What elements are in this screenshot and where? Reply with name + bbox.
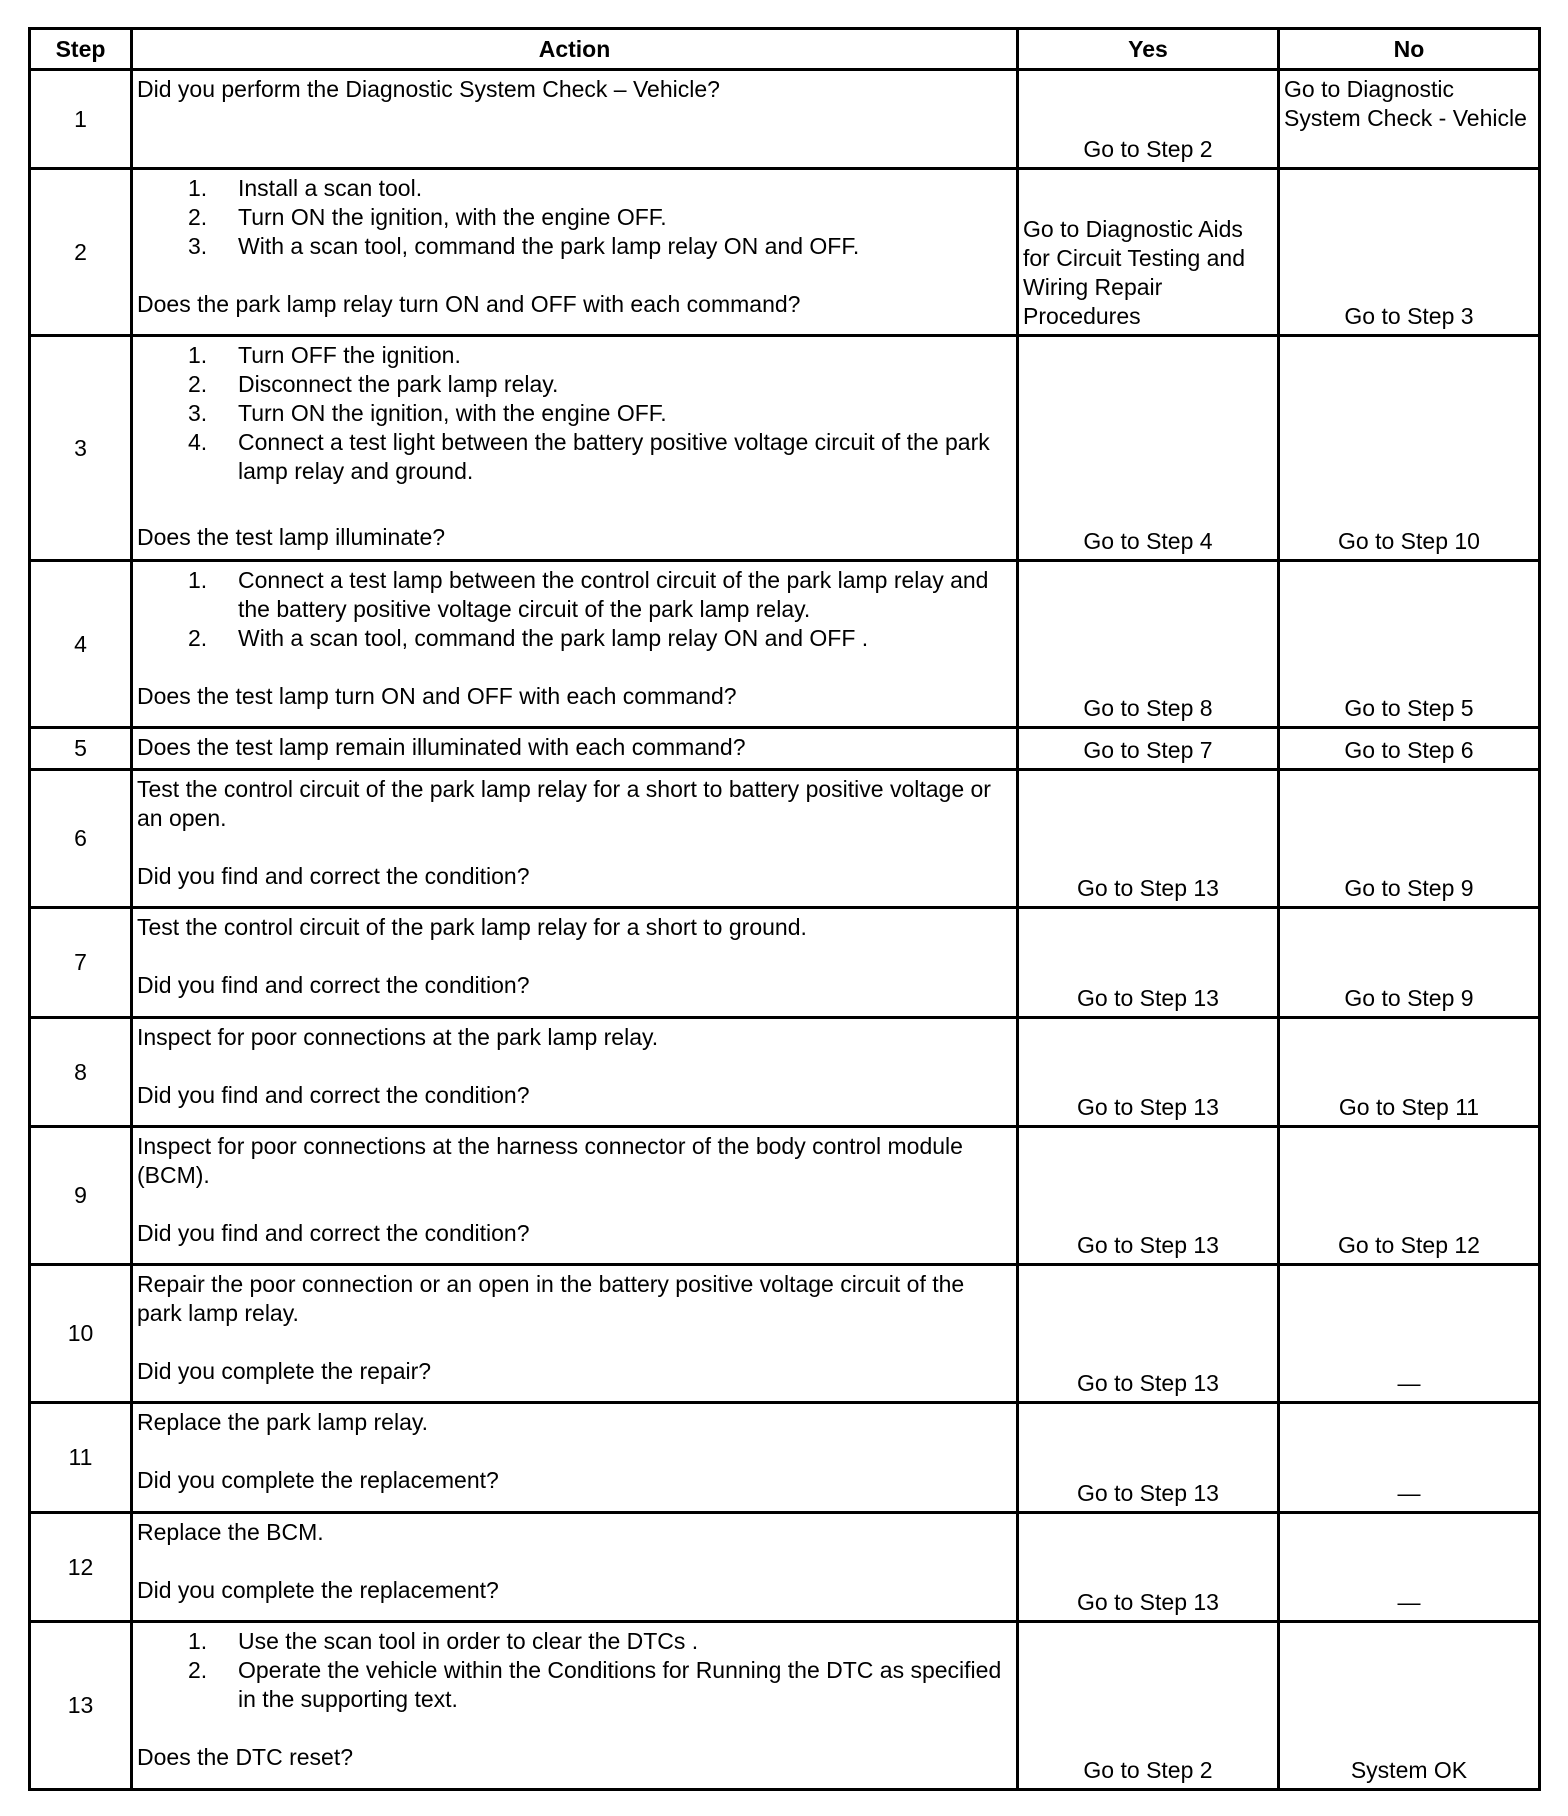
header-no: No bbox=[1279, 29, 1540, 70]
action-text: Inspect for poor connections at the park lamp relay. bbox=[137, 1024, 659, 1050]
diagnostic-table bbox=[28, 27, 1541, 1791]
action-cell bbox=[132, 908, 1018, 1018]
table-row bbox=[30, 1018, 1540, 1127]
step-number: 10 bbox=[30, 1265, 132, 1403]
yes-cell: Go to Diagnostic Aids for Circuit Testing and Wiring Repair Procedures bbox=[1018, 169, 1279, 336]
action-question: Does the DTC reset? bbox=[137, 1744, 354, 1770]
yes-cell: Go to Step 13 bbox=[1018, 1265, 1279, 1403]
list-item: 1. Install a scan tool. bbox=[188, 175, 423, 201]
step-list bbox=[137, 566, 1012, 653]
action-cell bbox=[132, 770, 1018, 908]
list-item: 1. Turn OFF the ignition. bbox=[188, 342, 461, 368]
action-cell bbox=[132, 1403, 1018, 1513]
table-row bbox=[30, 770, 1540, 908]
action-text: Does the test lamp remain illuminated with each command? bbox=[137, 734, 746, 760]
yes-cell: Go to Step 7 bbox=[1018, 728, 1279, 770]
step-number: 13 bbox=[30, 1622, 132, 1790]
step-list bbox=[137, 174, 1012, 261]
action-cell bbox=[132, 336, 1018, 561]
table-row bbox=[30, 336, 1540, 561]
no-cell: Go to Step 12 bbox=[1279, 1127, 1540, 1265]
action-cell bbox=[132, 1018, 1018, 1127]
list-item: 2. With a scan tool, command the park lamp relay ON and OFF . bbox=[188, 625, 869, 651]
table-row bbox=[30, 1265, 1540, 1403]
yes-cell: Go to Step 13 bbox=[1018, 1127, 1279, 1265]
action-text: Replace the park lamp relay. bbox=[137, 1409, 429, 1435]
list-item: 2. Turn ON the ignition, with the engine OFF. bbox=[188, 204, 667, 230]
no-cell: — bbox=[1279, 1513, 1540, 1622]
table-row bbox=[30, 908, 1540, 1018]
list-item: 1. Connect a test lamp between the control circuit of the park lamp relay and the battery positive voltage circuit of the park lamp relay. bbox=[188, 567, 989, 622]
action-cell bbox=[132, 1127, 1018, 1265]
action-text: Inspect for poor connections at the harness connector of the body control module (BCM). bbox=[137, 1133, 963, 1188]
step-number: 6 bbox=[30, 770, 132, 908]
table-row bbox=[30, 70, 1540, 169]
table-row bbox=[30, 561, 1540, 728]
table-row bbox=[30, 1513, 1540, 1622]
header-action: Action bbox=[132, 29, 1018, 70]
action-text: Repair the poor connection or an open in the battery positive voltage circuit of the park lamp relay. bbox=[137, 1271, 965, 1326]
table-row bbox=[30, 1622, 1540, 1790]
yes-cell: Go to Step 13 bbox=[1018, 908, 1279, 1018]
yes-cell: Go to Step 13 bbox=[1018, 770, 1279, 908]
table-row bbox=[30, 1403, 1540, 1513]
action-cell bbox=[132, 169, 1018, 336]
table-row bbox=[30, 169, 1540, 336]
yes-cell: Go to Step 2 bbox=[1018, 1622, 1279, 1790]
action-text: Replace the BCM. bbox=[137, 1519, 324, 1545]
action-cell bbox=[132, 1513, 1018, 1622]
no-cell: Go to Step 3 bbox=[1279, 169, 1540, 336]
action-cell bbox=[132, 1265, 1018, 1403]
step-number: 5 bbox=[30, 728, 132, 770]
step-number: 1 bbox=[30, 70, 132, 169]
action-question: Did you complete the replacement? bbox=[137, 1577, 499, 1603]
action-question: Did you find and correct the condition? bbox=[137, 972, 530, 998]
yes-cell: Go to Step 8 bbox=[1018, 561, 1279, 728]
header-yes: Yes bbox=[1018, 29, 1279, 70]
step-number: 4 bbox=[30, 561, 132, 728]
no-cell: Go to Step 6 bbox=[1279, 728, 1540, 770]
action-question: Did you find and correct the condition? bbox=[137, 1082, 530, 1108]
list-item: 2. Operate the vehicle within the Conditions for Running the DTC as specified in the supporting text. bbox=[188, 1657, 1002, 1712]
header-row bbox=[30, 29, 1540, 70]
action-text: Test the control circuit of the park lamp relay for a short to ground. bbox=[137, 914, 807, 940]
action-question: Did you find and correct the condition? bbox=[137, 1220, 530, 1246]
step-number: 2 bbox=[30, 169, 132, 336]
action-cell bbox=[132, 70, 1018, 169]
action-cell bbox=[132, 1622, 1018, 1790]
step-number: 11 bbox=[30, 1403, 132, 1513]
yes-cell: Go to Step 13 bbox=[1018, 1403, 1279, 1513]
no-cell: Go to Step 11 bbox=[1279, 1018, 1540, 1127]
list-item: 3. Turn ON the ignition, with the engine OFF. bbox=[188, 400, 667, 426]
no-cell: System OK bbox=[1279, 1622, 1540, 1790]
step-number: 3 bbox=[30, 336, 132, 561]
action-question: Did you complete the repair? bbox=[137, 1358, 432, 1384]
step-number: 7 bbox=[30, 908, 132, 1018]
step-number: 8 bbox=[30, 1018, 132, 1127]
action-question: Did you complete the replacement? bbox=[137, 1467, 499, 1493]
action-text: Test the control circuit of the park lamp relay for a short to battery positive voltage or an open. bbox=[137, 776, 991, 831]
action-question: Does the park lamp relay turn ON and OFF with each command? bbox=[137, 291, 801, 317]
no-cell: Go to Step 9 bbox=[1279, 770, 1540, 908]
no-cell: Go to Diagnostic System Check - Vehicle bbox=[1279, 70, 1540, 169]
table-row bbox=[30, 728, 1540, 770]
step-list bbox=[137, 341, 1012, 486]
no-cell: Go to Step 10 bbox=[1279, 336, 1540, 561]
no-cell: — bbox=[1279, 1403, 1540, 1513]
yes-cell: Go to Step 4 bbox=[1018, 336, 1279, 561]
no-cell: Go to Step 9 bbox=[1279, 908, 1540, 1018]
yes-cell: Go to Step 13 bbox=[1018, 1513, 1279, 1622]
step-number: 9 bbox=[30, 1127, 132, 1265]
list-item: 4. Connect a test light between the battery positive voltage circuit of the park lamp relay and ground. bbox=[188, 429, 990, 484]
action-question: Did you find and correct the condition? bbox=[137, 863, 530, 889]
step-number: 12 bbox=[30, 1513, 132, 1622]
action-cell bbox=[132, 561, 1018, 728]
action-question: Does the test lamp illuminate? bbox=[137, 524, 446, 550]
no-cell: — bbox=[1279, 1265, 1540, 1403]
action-cell bbox=[132, 728, 1018, 770]
no-cell: Go to Step 5 bbox=[1279, 561, 1540, 728]
header-step: Step bbox=[30, 29, 132, 70]
list-item: 3. With a scan tool, command the park lamp relay ON and OFF. bbox=[188, 233, 860, 259]
action-question: Does the test lamp turn ON and OFF with each command? bbox=[137, 683, 737, 709]
step-list bbox=[137, 1627, 1012, 1714]
table-row bbox=[30, 1127, 1540, 1265]
yes-cell: Go to Step 2 bbox=[1018, 70, 1279, 169]
action-text: Did you perform the Diagnostic System Check – Vehicle? bbox=[137, 76, 720, 102]
list-item: 1. Use the scan tool in order to clear the DTCs . bbox=[188, 1628, 699, 1654]
list-item: 2. Disconnect the park lamp relay. bbox=[188, 371, 559, 397]
yes-cell: Go to Step 13 bbox=[1018, 1018, 1279, 1127]
